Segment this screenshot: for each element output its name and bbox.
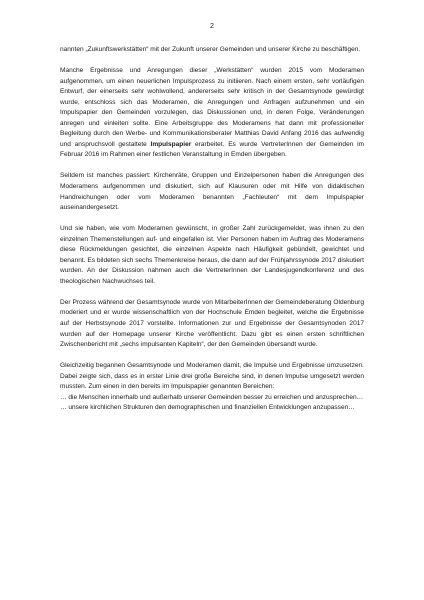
paragraph-2-text-b: erarbeitet. Es wurde VertreterInnen der Gemeinden im Februar 2016 im Rahmen einer festlichen Veranstaltung in Emden übergeben. bbox=[60, 140, 364, 159]
list-item-reach-people: … die Menschen innerhalb und außerhalb unserer Gemeinden besser zu erreichen und anzusprechen… bbox=[60, 393, 364, 401]
paragraph-1: nannten „Zukunftswerkstätten“ mit der Zukunft unserer Gemeinden und unserer Kirche zu beschäftigen. bbox=[60, 46, 361, 53]
paragraph-2 bbox=[60, 66, 364, 161]
paragraph-4: Und sie haben, wie vom Moderamen gewünscht, in großer Zahl zurückgemeldet, was ihnen zu den einzelnen Themenstellungen auf- und eingefallen ist. Vier Personen haben im Auftrag des Moderamens diese Rückmeldungen gesichtet, die einzelnen Aspekte nach Häufigkeit gebündelt, gewichtet und benannt. Es bildeten sich sechs Themenkreise heraus, die dann auf der Frühjahrssynode 2017 diskutiert wurden. An der Diskussion nahmen auch die VertreterInnen der Landesjugendkonferenz und des theologischen Nachwuchses teil. bbox=[60, 225, 364, 285]
page-number: 2 bbox=[210, 23, 214, 30]
impulspapier-bold-term: Impulspapier bbox=[150, 140, 192, 148]
paragraph-6: Gleichzeitig begannen Gesamtsynode und Moderamen damit, die Impulse und Ergebnisse umzusetzen. Dabei zeigte sich, dass es in erster Linie drei große Bereiche sind, in denen Impulse umgesetzt werden mussten. Zum einen in den bereits im Impulspapier genannten Bereichen: bbox=[60, 362, 364, 391]
list-item-adapt-structures: … unsere kirchlichen Strukturen den demographischen und finanziellen Entwicklungen anzupassen… bbox=[60, 404, 355, 412]
paragraph-3: Seitdem ist manches passiert: Kirchenräte, Gruppen und Einzelpersonen haben die Anregungen des Moderamens aufgenommen und diskutiert, sich auf Klausuren oder mit Hilfe von didaktischen Handreichungen oder vom Moderamen benannten „Fachleuten“ mit dem Impulspapier auseinandergesetzt. bbox=[60, 172, 364, 212]
paragraph-2-text-a: Manche Ergebnisse und Anregungen dieser „Werkstätten“ wurden 2015 vom Moderamen aufgenommen, um einen neuerlichen Impulsprozess zu initiieren. Nach einem ersten, sehr vorläufigen Entwurf, der einerseits sehr wohlwollend, andererseits sehr kritisch in der Gesamtsynode gewürdigt wurde, entschloss sich das Moderamen, die Anregungen und Anfragen aufzunehmen und ein Impulspapier den Gemeinden vorzulegen, das Diskussionen und, in deren Folge, Veränderungen anregen und einleiten sollte. Eine Arbeitsgruppe des Moderamens hat dann mit professioneller Begleitung durch den Werbe- und Kommunikationsberater Matthias David Anfang 2016 das aufwendig und anspruchsvoll gestaltete bbox=[60, 67, 364, 148]
paragraph-5: Der Prozess während der Gesamtsynode wurde von MitarbeiterInnen der Gemeindeberatung Oldenburg moderiert und er wurde wissenschaftlich von der Hochschule Emden begleitet, welche die Ergebnisse auf der Herbstsynode 2017 vorstellte. Informationen zur und Ergebnisse der Gesamtsynoden 2017 wurden auf der Homepage unserer Kirche veröffentlicht. Dazu gibt es einen ersten schriftlichen Zwischenbericht mit „sechs impulsanten Kapiteln“, der den Gemeinden übersandt wurde. bbox=[60, 298, 364, 349]
